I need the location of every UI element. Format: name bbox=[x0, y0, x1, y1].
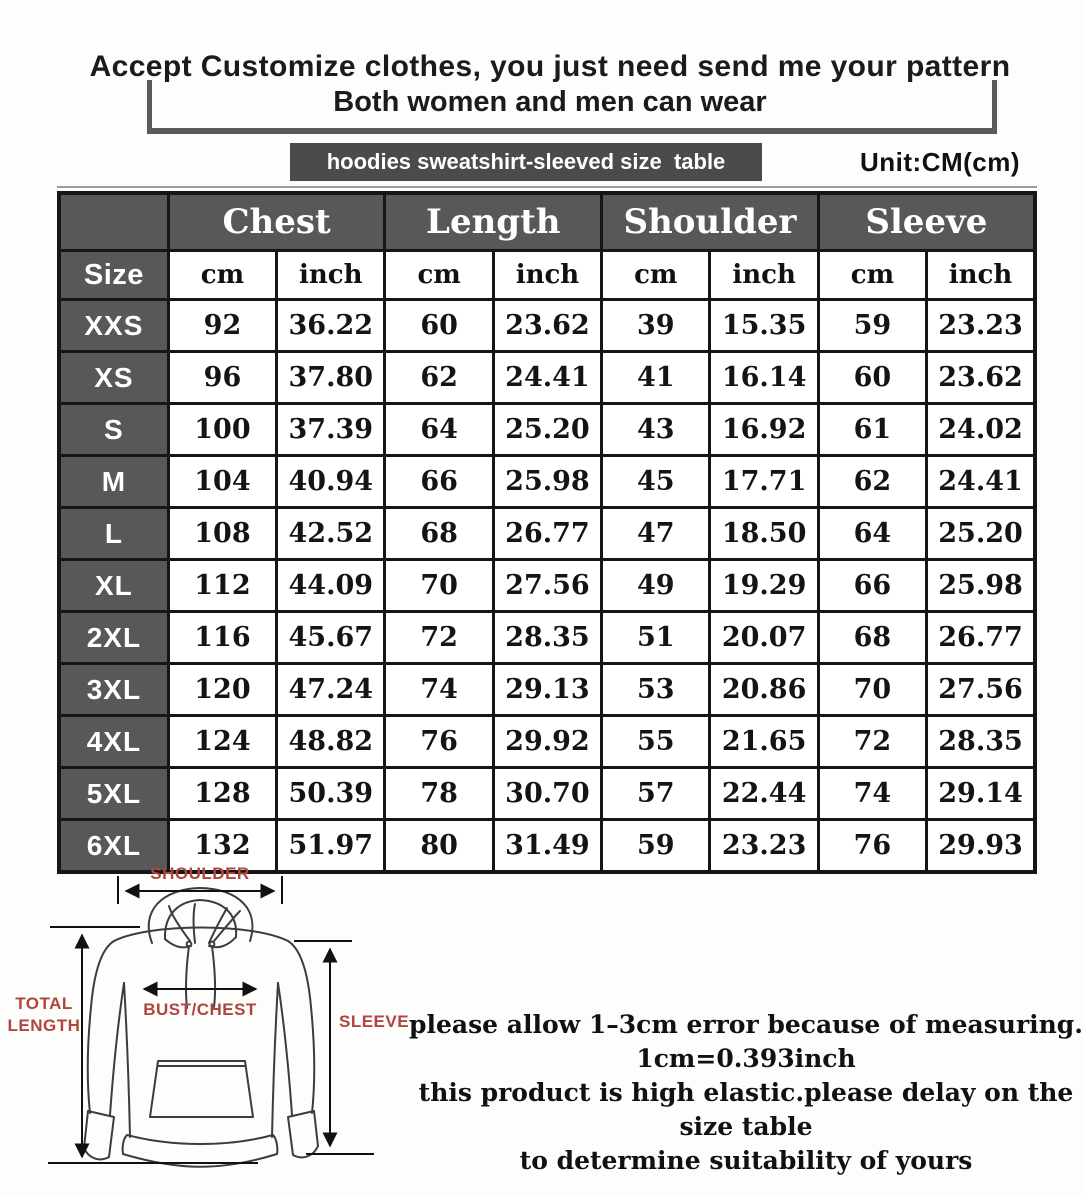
measurement-cell: 25.20 bbox=[927, 508, 1035, 560]
table-row-3xl bbox=[59, 664, 1035, 716]
measurement-cell: 19.29 bbox=[710, 560, 818, 612]
notes bbox=[408, 1008, 1084, 1178]
table-top-divider bbox=[57, 186, 1037, 188]
note-line-1: please allow 1–3cm error because of measuring. bbox=[409, 1010, 1083, 1039]
group-header-chest: Chest bbox=[168, 193, 385, 251]
measurement-cell: 27.56 bbox=[493, 560, 601, 612]
unit-header-inch: inch bbox=[710, 251, 818, 300]
sleeve-measure-label: SLEEVE bbox=[339, 1012, 410, 1031]
sub-header-row bbox=[59, 251, 1035, 300]
measurement-cell: 74 bbox=[385, 664, 493, 716]
measurement-cell: 55 bbox=[602, 716, 710, 768]
measurement-cell: 74 bbox=[818, 768, 926, 820]
hoodie-illustration bbox=[84, 888, 318, 1167]
measurement-cell: 62 bbox=[385, 352, 493, 404]
measurement-cell: 76 bbox=[385, 716, 493, 768]
unit-header-inch: inch bbox=[927, 251, 1035, 300]
measurement-cell: 29.93 bbox=[927, 820, 1035, 873]
measurement-cell: 40.94 bbox=[277, 456, 385, 508]
measurement-cell: 39 bbox=[602, 300, 710, 352]
table-row-xxs bbox=[59, 300, 1035, 352]
measurement-cell: 20.07 bbox=[710, 612, 818, 664]
measurement-cell: 59 bbox=[818, 300, 926, 352]
measurement-cell: 23.23 bbox=[710, 820, 818, 873]
measurement-cell: 16.92 bbox=[710, 404, 818, 456]
measurement-cell: 61 bbox=[818, 404, 926, 456]
group-header-sleeve: Sleeve bbox=[818, 193, 1035, 251]
measurement-cell: 92 bbox=[168, 300, 276, 352]
shoulder-measure-label: SHOULDER bbox=[150, 864, 250, 883]
measurement-cell: 16.14 bbox=[710, 352, 818, 404]
measurement-cell: 51 bbox=[602, 612, 710, 664]
measurement-cell: 24.41 bbox=[493, 352, 601, 404]
measurement-cell: 124 bbox=[168, 716, 276, 768]
table-row-5xl bbox=[59, 768, 1035, 820]
measurement-cell: 108 bbox=[168, 508, 276, 560]
size-cell: M bbox=[59, 456, 168, 508]
table-title-banner: hoodies sweatshirt-sleeved size table bbox=[290, 143, 762, 181]
table-row-xs bbox=[59, 352, 1035, 404]
measurement-cell: 72 bbox=[818, 716, 926, 768]
measurement-cell: 120 bbox=[168, 664, 276, 716]
measurement-cell: 51.97 bbox=[277, 820, 385, 873]
group-header-length: Length bbox=[385, 193, 602, 251]
size-cell: 4XL bbox=[59, 716, 168, 768]
measurement-cell: 17.71 bbox=[710, 456, 818, 508]
table-row-4xl bbox=[59, 716, 1035, 768]
measurement-cell: 41 bbox=[602, 352, 710, 404]
size-header-cell: Size bbox=[59, 251, 168, 300]
group-header-shoulder: Shoulder bbox=[602, 193, 819, 251]
table-row-l bbox=[59, 508, 1035, 560]
measurement-cell: 28.35 bbox=[927, 716, 1035, 768]
measurement-cell: 24.41 bbox=[927, 456, 1035, 508]
measurement-cell: 96 bbox=[168, 352, 276, 404]
measurement-cell: 112 bbox=[168, 560, 276, 612]
size-cell: XXS bbox=[59, 300, 168, 352]
unit-header-cm: cm bbox=[602, 251, 710, 300]
measurement-cell: 42.52 bbox=[277, 508, 385, 560]
size-table bbox=[57, 191, 1037, 874]
size-cell: S bbox=[59, 404, 168, 456]
measurement-cell: 23.23 bbox=[927, 300, 1035, 352]
hoodie-diagram-svg bbox=[2, 855, 432, 1196]
table-row-xl bbox=[59, 560, 1035, 612]
measurement-cell: 80 bbox=[385, 820, 493, 873]
bust-chest-measure-label: BUST/CHEST bbox=[143, 1000, 257, 1019]
measurement-cell: 15.35 bbox=[710, 300, 818, 352]
unit-header-inch: inch bbox=[493, 251, 601, 300]
measurement-cell: 44.09 bbox=[277, 560, 385, 612]
measurement-cell: 23.62 bbox=[493, 300, 601, 352]
measurement-cell: 132 bbox=[168, 820, 276, 873]
table-row-s bbox=[59, 404, 1035, 456]
measurement-cell: 25.98 bbox=[927, 560, 1035, 612]
note-line-2: 1cm=0.393inch bbox=[636, 1044, 856, 1073]
unit-header-inch: inch bbox=[277, 251, 385, 300]
measurement-cell: 23.62 bbox=[927, 352, 1035, 404]
measurement-cell: 47.24 bbox=[277, 664, 385, 716]
size-cell: 5XL bbox=[59, 768, 168, 820]
measurement-cell: 45.67 bbox=[277, 612, 385, 664]
measurement-cell: 66 bbox=[385, 456, 493, 508]
measurement-cell: 64 bbox=[818, 508, 926, 560]
measurement-cell: 68 bbox=[818, 612, 926, 664]
measurement-cell: 116 bbox=[168, 612, 276, 664]
measurement-cell: 62 bbox=[818, 456, 926, 508]
title-line-2: Both women and men can wear bbox=[333, 85, 767, 118]
measurement-cell: 104 bbox=[168, 456, 276, 508]
total-length-label-line1: TOTAL bbox=[15, 994, 73, 1013]
measurement-cell: 37.39 bbox=[277, 404, 385, 456]
unit-header-cm: cm bbox=[168, 251, 276, 300]
measurement-cell: 24.02 bbox=[927, 404, 1035, 456]
total-length-label-line2: LENGTH bbox=[7, 1016, 81, 1035]
measurement-cell: 30.70 bbox=[493, 768, 601, 820]
measurement-cell: 128 bbox=[168, 768, 276, 820]
measurement-cell: 70 bbox=[385, 560, 493, 612]
size-cell: XL bbox=[59, 560, 168, 612]
title-line-1: Accept Customize clothes, you just need send me your pattern bbox=[89, 50, 1011, 83]
corner-cell bbox=[59, 193, 168, 251]
measurement-cell: 57 bbox=[602, 768, 710, 820]
measurement-cell: 18.50 bbox=[710, 508, 818, 560]
measurement-cell: 72 bbox=[385, 612, 493, 664]
table-row-2xl bbox=[59, 612, 1035, 664]
size-cell: 2XL bbox=[59, 612, 168, 664]
measurement-cell: 50.39 bbox=[277, 768, 385, 820]
unit-header-cm: cm bbox=[385, 251, 493, 300]
measurement-cell: 29.92 bbox=[493, 716, 601, 768]
size-cell: L bbox=[59, 508, 168, 560]
measurement-cell: 36.22 bbox=[277, 300, 385, 352]
size-table-body bbox=[59, 300, 1035, 873]
measurement-cell: 78 bbox=[385, 768, 493, 820]
measurement-cell: 26.77 bbox=[927, 612, 1035, 664]
measurement-cell: 22.44 bbox=[710, 768, 818, 820]
measurement-cell: 29.13 bbox=[493, 664, 601, 716]
measurement-cell: 27.56 bbox=[927, 664, 1035, 716]
measurement-cell: 60 bbox=[818, 352, 926, 404]
measurement-cell: 48.82 bbox=[277, 716, 385, 768]
measurement-cell: 43 bbox=[602, 404, 710, 456]
measurement-cell: 21.65 bbox=[710, 716, 818, 768]
measurement-cell: 25.98 bbox=[493, 456, 601, 508]
measurement-cell: 31.49 bbox=[493, 820, 601, 873]
measurement-arrows bbox=[48, 876, 374, 1163]
measurement-cell: 47 bbox=[602, 508, 710, 560]
unit-label: Unit:CM(cm) bbox=[860, 147, 1021, 177]
measurement-cell: 70 bbox=[818, 664, 926, 716]
table-row-m bbox=[59, 456, 1035, 508]
measurement-cell: 49 bbox=[602, 560, 710, 612]
measurement-cell: 53 bbox=[602, 664, 710, 716]
page-title bbox=[60, 50, 1040, 118]
measurement-cell: 29.14 bbox=[927, 768, 1035, 820]
measurement-cell: 59 bbox=[602, 820, 710, 873]
unit-header-cm: cm bbox=[818, 251, 926, 300]
measurement-cell: 20.86 bbox=[710, 664, 818, 716]
size-cell: 6XL bbox=[59, 820, 168, 873]
size-cell: XS bbox=[59, 352, 168, 404]
note-line-4: to determine suitability of yours bbox=[519, 1146, 973, 1175]
measurement-cell: 68 bbox=[385, 508, 493, 560]
measurement-cell: 26.77 bbox=[493, 508, 601, 560]
measurement-cell: 28.35 bbox=[493, 612, 601, 664]
measurement-cell: 66 bbox=[818, 560, 926, 612]
note-line-3: this product is high elastic.please delay on the size table bbox=[418, 1078, 1074, 1141]
size-cell: 3XL bbox=[59, 664, 168, 716]
measurement-cell: 76 bbox=[818, 820, 926, 873]
measurement-cell: 45 bbox=[602, 456, 710, 508]
measurement-cell: 100 bbox=[168, 404, 276, 456]
measurement-cell: 37.80 bbox=[277, 352, 385, 404]
measurement-cell: 25.20 bbox=[493, 404, 601, 456]
measurement-diagram bbox=[2, 855, 432, 1196]
measurement-cell: 60 bbox=[385, 300, 493, 352]
group-header-row bbox=[59, 193, 1035, 251]
measurement-cell: 64 bbox=[385, 404, 493, 456]
